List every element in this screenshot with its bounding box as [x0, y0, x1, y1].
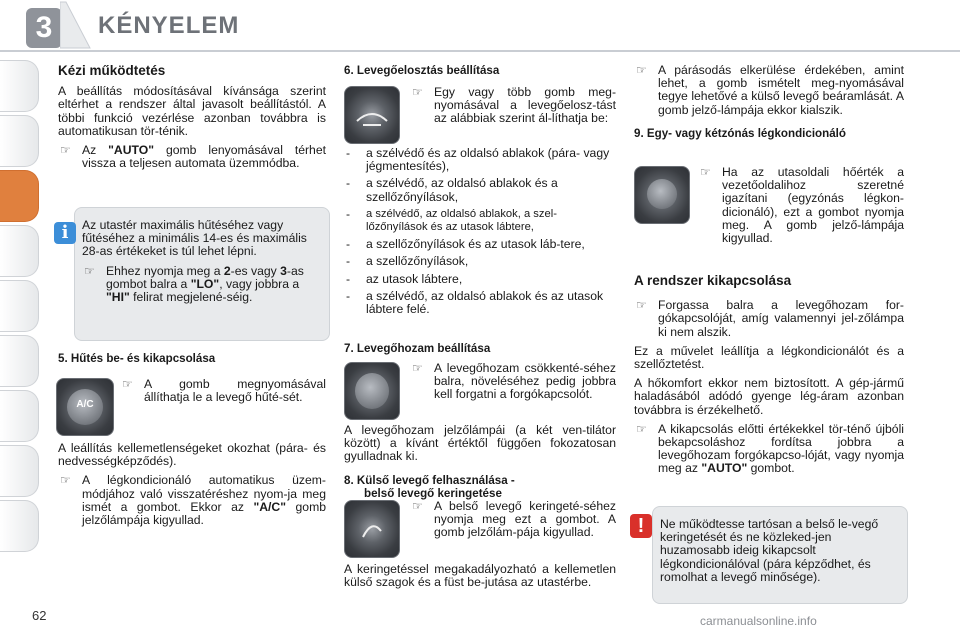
chapter-tab[interactable] — [0, 335, 39, 387]
chapter-number: 3 — [26, 8, 62, 48]
section-9-bullet-wrap — [698, 166, 904, 251]
section-5 — [58, 352, 326, 373]
chapter-tab[interactable] — [0, 280, 39, 332]
info-bullet: ☞ Ehhez nyomja meg a 2-es vagy 3-as gombot balra a "LO", vagy jobbra a "HI" felirat megjelené-séig. — [84, 263, 304, 305]
auto-bullet: ☞ Az "AUTO" gomb lenyomásával térhet vissza a teljesen automata üzemmódba. — [60, 143, 326, 171]
warning-text: Ne működtesse tartósan a belső le-vegő keringetését és ne közleked-jen huzamosabb ideig kikapcsolt légkondicionálóval (pára képződhet, és romolhat a levegő minősége). — [660, 517, 879, 584]
chapter-tab[interactable] — [0, 225, 39, 277]
page-number: 62 — [32, 608, 47, 623]
pointing-hand-icon: ☞ — [700, 165, 711, 179]
fog-bullet: ☞ A párásodás elkerülése érdekében, amint lehet, a gomb ismételt meg-nyomásával tegye lehetővé a külső levegő beáramlását. A gomb jelző-lámpája ekkor kialszik. — [636, 63, 904, 117]
list-item: - az utasok lábtere, — [346, 271, 463, 286]
ac-button-image — [56, 378, 114, 436]
off-bullet: ☞ Forgassa balra a levegőhozam for-gókapcsolóját, amíg valamennyi jel-zőlámpa ki nem alszik. — [636, 298, 904, 339]
exclamation-icon: ! — [630, 514, 652, 538]
section-6-bullet-wrap — [410, 86, 616, 132]
off-para-1: Ez a művelet leállítja a légkondicionálót és a szellőztetést. — [634, 343, 904, 372]
section-6 — [344, 64, 616, 85]
list-item: - a szélvédő, az oldalsó ablakok és a szellőzőnyílások, — [346, 176, 558, 204]
section-7-bullet-wrap — [410, 362, 616, 408]
pointing-hand-icon: ☞ — [60, 473, 71, 488]
pointing-hand-icon: ☞ — [636, 298, 647, 313]
section-title-off: A rendszer kikapcsolása — [634, 273, 792, 288]
list-item: - a szélvédő, az oldalsó ablakok és az utasok lábtere felé. — [346, 288, 604, 317]
section-7-body — [344, 424, 616, 470]
list-item: - a szellőzőnyílások, — [346, 254, 469, 269]
section-title-6: 6. Levegőelosztás beállítása — [344, 64, 500, 77]
page-header — [0, 0, 960, 52]
pointing-hand-icon: ☞ — [122, 377, 133, 391]
list-item: - a szélvédő, az oldalsó ablakok, a szel-lőzőnyílások és az utasok lábtere, — [346, 206, 557, 234]
info-icon: i — [54, 222, 76, 244]
ac-para: A leállítás kellemetlenségeket okozhat (pára- és nedvességképződés). — [58, 441, 326, 469]
chapter-tab[interactable] — [0, 115, 39, 167]
section-title-manual: Kézi működtetés — [58, 63, 166, 78]
fan-bullet: ☞ A levegőhozam csökkenté-séhez balra, növeléséhez pedig jobbra kell forgatni a forgókapcsolót. — [412, 361, 616, 402]
chapter-tab-active[interactable] — [0, 170, 39, 222]
chapter-tab[interactable] — [0, 500, 39, 552]
list-item: - a szellőzőnyílások és az utasok láb-tere, — [346, 237, 585, 252]
recirculation-bullet: ☞ A belső levegő keringeté-séhez nyomja meg ezt a gombot. A gomb jelzőlám-pája kigyullad. — [412, 499, 616, 540]
pointing-hand-icon: ☞ — [636, 421, 647, 436]
column-3-top — [634, 64, 904, 148]
section-8 — [344, 474, 616, 500]
recirculation-image — [344, 500, 400, 558]
distribution-bullet: ☞ Egy vagy több gomb meg-nyomásával a levegőelosz-tást az alábbiak szerint ál-líthatja be: — [412, 85, 616, 126]
fan-para: A levegőhozam jelzőlámpái (a két ven-tilátor között) a kívánt értéktől függően fokozatosan gyulladnak ki. — [344, 423, 616, 464]
distribution-list — [344, 147, 616, 320]
recirculation-para: A keringetéssel megakadályozható a kellemetlen külső szagok és a füst be-jutása az utastérbe. — [344, 562, 616, 590]
section-title-7: 7. Levegőhozam beállítása — [344, 342, 491, 355]
info-text: Az utastér maximális hűtéséhez vagy fűtéséhez a minimális 14-es és maximális 28-as értékeket is túl lehet lépni. — [82, 218, 307, 259]
off-bullet-2: ☞ A kikapcsolás előtti értékekkel tör-ténő újbóli bekapcsoláshoz fordítsa jobbra a levegőhozam forgókapcso-lóját, vagy nyomja meg az "AUTO" gombot. — [636, 421, 904, 476]
chapter-tabs — [0, 60, 40, 580]
pointing-hand-icon: ☞ — [412, 85, 423, 99]
list-item: - a szélvédő és az oldalsó ablakok (pára- vagy jégmentesítés), — [346, 146, 610, 174]
section-title-9: 9. Egy- vagy kétzónás légkondicionáló — [634, 126, 846, 140]
header-divider — [0, 50, 960, 52]
chapter-tab[interactable] — [0, 60, 39, 112]
info-content — [82, 219, 322, 310]
ac-bullet-2: ☞ A légkondicionáló automatikus üzem-módjához való visszatéréshez nyom-ja meg ismét a gombot. Ekkor az "A/C" gomb jelzőlámpája kigyullad. — [60, 473, 327, 528]
pointing-hand-icon: ☞ — [60, 143, 71, 158]
section-8-body — [344, 563, 616, 595]
fan-knob-image — [344, 362, 400, 420]
pointing-hand-icon: ☞ — [84, 263, 95, 278]
air-distribution-image — [344, 86, 400, 144]
chapter-tab[interactable] — [0, 390, 39, 442]
system-off-section — [634, 274, 904, 482]
ac-label: A/C — [76, 399, 94, 410]
section-5-body — [58, 442, 326, 533]
mono-bullet: ☞ Ha az utasoldali hőérték a vezetőoldalihoz szeretné igazítani (egyzónás légkon-dicionáló), ezt a gombot nyomja meg. A gomb jelző-lámpája kigyullad. — [700, 165, 904, 246]
ac-bullet: ☞ A gomb megnyomásával állíthatja le a levegő hűté-sét. — [122, 377, 326, 405]
pointing-hand-icon: ☞ — [412, 499, 423, 513]
chapter-title: KÉNYELEM — [98, 12, 240, 39]
recirculation-icon — [345, 501, 399, 557]
mono-button-image — [634, 166, 690, 224]
manual-intro: A beállítás módosításával kívánsága szerint eltérhet a rendszer által javasolt beállítástól. A többi funkció vezérlése azonban továbbra is automatikusan tör-ténik. — [58, 84, 326, 138]
warning-content — [660, 518, 900, 590]
header-tab-shape — [60, 0, 92, 50]
pointing-hand-icon: ☞ — [636, 63, 647, 77]
pointing-hand-icon: ☞ — [412, 361, 423, 375]
watermark: carmanualsonline.info — [700, 614, 817, 628]
column-1 — [58, 64, 326, 176]
windscreen-icon — [345, 87, 399, 143]
auto-label: "AUTO" — [108, 143, 155, 158]
section-title-5: 5. Hűtés be- és kikapcsolása — [58, 352, 216, 365]
section-5-bullet-wrap — [120, 378, 326, 410]
off-para-2: A hőkomfort ekkor nem biztosított. A gép-jármű haladásából adódó gyenge lég-áram azonban továbbra is érzékelhető. — [634, 376, 904, 417]
section-title-8: 8. Külső levegő felhasználása - belső levegő keringetése — [344, 474, 515, 501]
section-8-bullet-wrap — [410, 500, 616, 546]
chapter-tab[interactable] — [0, 445, 39, 497]
